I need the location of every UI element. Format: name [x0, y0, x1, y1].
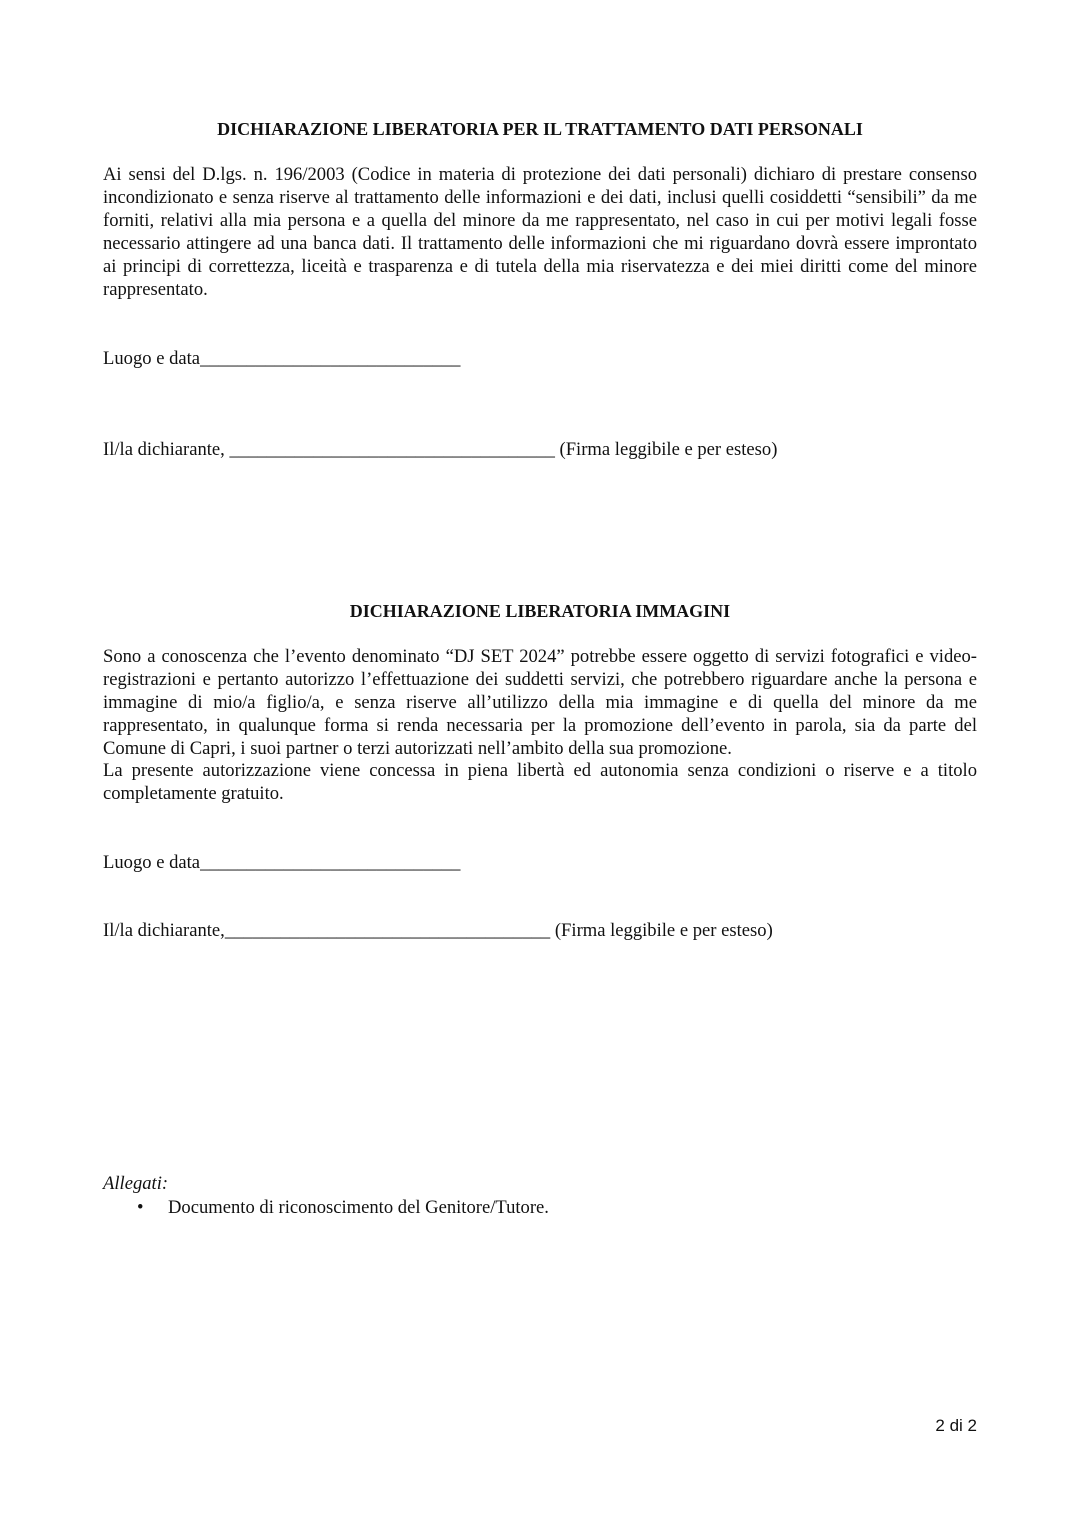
place-date-field-1: Luogo e data____________________________	[103, 348, 461, 369]
authorization-paragraph: La presente autorizzazione viene concessa in piena libertà ed autonomia senza condizioni o riserve e a titolo completamente gratuito.	[103, 760, 977, 804]
declarant-signature-field-2: Il/la dichiarante,___________________________________ (Firma leggibile e per esteso)	[103, 920, 773, 941]
page-number: 2 di 2	[935, 1416, 977, 1435]
section-title-images: DICHIARAZIONE LIBERATORIA IMMAGINI	[349, 601, 731, 621]
attachment-list-item	[137, 1196, 549, 1219]
image-consent-paragraph: Sono a conoscenza che l’evento denominato “DJ SET 2024” potrebbe essere oggetto di servizi fotografici e video-registrazioni e pertanto autorizzo l’effettuazione dei suddetti servizi, che potrebbero riguardare anche la persona e immagine di mio/a figlio/a, e senza riserve all’utilizzo della mia immagine e di quella del minore da me rappresentato, in qualunque forma si renda necessaria per la promozione dell’evento in parola, sia da parte del Comune di Capri, i suoi partner o terzi autorizzati nell’ambito della sua promozione.	[103, 646, 977, 759]
attachments-label: Allegati:	[103, 1173, 169, 1194]
place-date-field-2: Luogo e data____________________________	[103, 852, 461, 873]
attachment-item-label: Documento di riconoscimento del Genitore/Tutore.	[168, 1197, 549, 1218]
section-title-personal-data: DICHIARAZIONE LIBERATORIA PER IL TRATTAMENTO DATI PERSONALI	[217, 119, 863, 139]
personal-data-consent-paragraph: Ai sensi del D.lgs. n. 196/2003 (Codice in materia di protezione dei dati personali) dichiaro di prestare consenso incondizionato e senza riserve al trattamento delle informazioni e dei dati, inclusi quelli cosiddetti “sensibili” da me forniti, relativi alla mia persona e a quella del minore da me rappresentato, nel caso in cui per motivi legali fosse necessario attingere ad una banca dati. Il trattamento delle informazioni che mi riguardano dovrà essere improntato ai principi di correttezza, liceità e trasparenza e di tutela della mia riservatezza e dei miei diritti come del minore rappresentato.	[103, 164, 977, 300]
declarant-signature-field-1: Il/la dichiarante, ___________________________________ (Firma leggibile e per esteso)	[103, 439, 778, 460]
bullet-icon: •	[137, 1197, 144, 1218]
